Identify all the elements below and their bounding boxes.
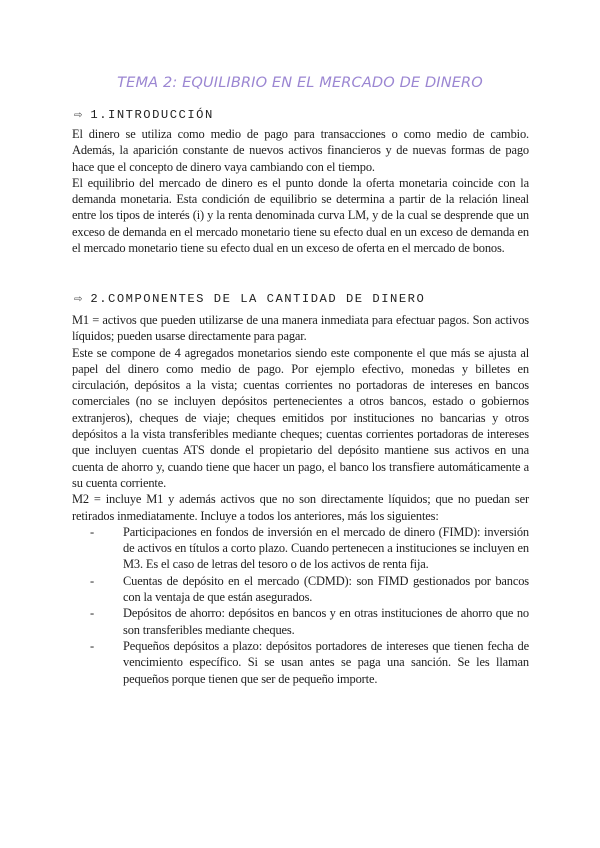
page-title: TEMA 2: EQUILIBRIO EN EL MERCADO DE DINERO: [117, 74, 483, 91]
paragraph: M1 = activos que pueden utilizarse de una manera inmediata para efectuar pagos. Son activos líquidos; pueden usarse directamente para pagar.: [72, 313, 529, 344]
dash-marker: -: [90, 524, 94, 539]
list-item: [90, 605, 529, 638]
section-heading-label: 1.INTRODUCCIÓN: [90, 108, 214, 122]
list-item-text: Depósitos de ahorro: depósitos en bancos y en otras instituciones de ahorro que no son transferibles mediante cheques.: [123, 606, 529, 637]
section-componentes-body: [72, 312, 529, 687]
list-item: [90, 573, 529, 606]
dash-marker: -: [90, 606, 94, 621]
dash-marker: -: [90, 573, 94, 588]
section-introduccion-body: [72, 126, 529, 256]
section-heading-introduccion: [72, 108, 214, 122]
dash-marker: -: [90, 638, 94, 653]
arrow-icon: ⇨: [74, 109, 83, 121]
paragraph: El dinero se utiliza como medio de pago para transacciones o como medio de cambio. Además, la aparición constante de nuevos activos financieros y de nuevas formas de pago hace que el concepto de dinero vaya cambiando con el tiempo.: [72, 127, 529, 174]
list-item-text: Participaciones en fondos de inversión en el mercado de dinero (FIMD): inversión de activos en títulos a corto plazo. Cuando pertenecen a instituciones se incluyen en M3. Es el caso de letras del tesoro o de los activos de renta fija.: [123, 524, 529, 572]
arrow-icon: ⇨: [74, 293, 83, 305]
list-item: [90, 638, 529, 687]
paragraph: M2 = incluye M1 y además activos que no son directamente líquidos; que no puedan ser retirados inmediatamente. Incluye a todos los anteriores, más los siguientes:: [72, 492, 529, 523]
list-item: [90, 524, 529, 573]
list-item-text: Pequeños depósitos a plazo: depósitos portadores de intereses que tienen fecha de vencimiento específico. Si se usan antes se paga una sanción. Se les llaman pequeños porque tienen que ser de pequeño importe.: [123, 638, 529, 686]
paragraph: El equilibrio del mercado de dinero es el punto donde la oferta monetaria coincide con la demanda monetaria. Esta condición de equilibrio se determina a partir de la relación lineal entre los tipos de interés (i) y la renta denominada curva LM, y de la cual se desprende que un exceso de demanda en el mercado monetario tiene su efecto dual en un exceso de demanda en el mercado monetario tiene su efecto dual en un exceso de oferta en el mercado de bonos.: [72, 175, 529, 256]
m2-components-list: [72, 524, 529, 687]
paragraph: Este se compone de 4 agregados monetarios siendo este componente el que más se ajusta al papel del dinero como medio de pago. Por ejemplo efectivo, monedas y billetes en circulación, depósitos a la vista; cuentas corrientes no portadoras de intereses en bancos comerciales (no se incluyen depósitos pertenecientes a otros bancos, estado o gobiernos extranjeros), cheques de viaje; cheques emitidos por instituciones no bancarias y otros depósitos a la vista transferibles mediante cheques; cuentas corrientes portadoras de intereses que incluyen cuentas ATS donde el propietario del depósito mantiene sus activos en una cuenta de ahorro y, cuando tiene que hacer un pago, el banco los transfiere automáticamente a su cuenta corriente.: [72, 345, 529, 490]
section-heading-label: 2.COMPONENTES DE LA CANTIDAD DE DINERO: [90, 292, 426, 306]
list-item-text: Cuentas de depósito en el mercado (CDMD): son FIMD gestionados por bancos con la ventaja de que están asegurados.: [123, 573, 529, 605]
section-heading-componentes: [72, 292, 425, 306]
